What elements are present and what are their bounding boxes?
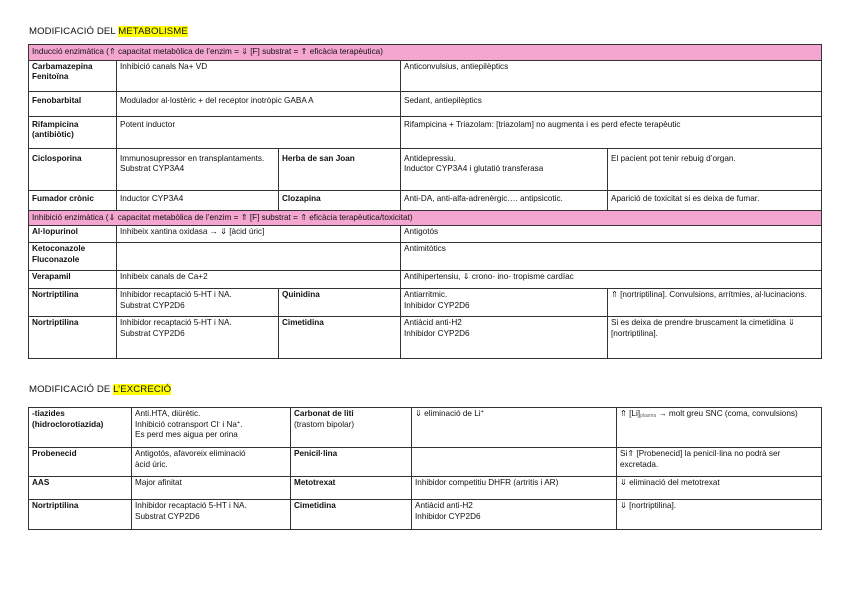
- effect-line: Antiàcid anti-H2: [404, 318, 462, 327]
- effect-line: Inhibidor CYP2D6: [404, 328, 470, 338]
- mechanism: Major afinitat: [132, 477, 291, 500]
- drug-name: Ketoconazole Fluconazole: [29, 243, 117, 271]
- excretion-heading-prefix: MODIFICACIÓ DE: [29, 384, 114, 395]
- mechanism-line: Anti.HTA, diürètic.: [135, 409, 201, 418]
- effect-line: Antiàcid anti-H2: [415, 501, 473, 510]
- table-row: [29, 477, 822, 500]
- drug-name: Ciclosporina: [29, 148, 117, 190]
- effect-line: Antidepressiu.: [404, 153, 456, 163]
- mechanism: [117, 317, 279, 359]
- interacting-drug: Metotrexat: [291, 477, 412, 500]
- metabolism-heading-highlight: METABOLISME: [118, 26, 188, 37]
- mechanism: Inhibeix canals de Ca+2: [117, 271, 401, 289]
- inhibition-header-row: [29, 210, 822, 226]
- interacting-drug-context: (trastorn bipolar): [294, 419, 355, 429]
- mechanism: [117, 148, 279, 190]
- table-row: [29, 317, 822, 359]
- interacting-drug-name: Carbonat de liti: [294, 409, 354, 418]
- mechanism-line: Substrat CYP2D6: [120, 328, 185, 338]
- mechanism-line: Es perd mes aigua per orina: [135, 430, 238, 439]
- interacting-drug: Cimetidina: [291, 500, 412, 530]
- table-row: [29, 60, 822, 91]
- effect: [401, 289, 608, 317]
- mechanism-line: Substrat CYP2D6: [135, 511, 200, 521]
- mechanism: Inductor CYP3A4: [117, 190, 279, 210]
- mechanism-line: Substrat CYP2D6: [120, 300, 185, 310]
- drug-name: Carbamazepina Fenitoïna: [29, 60, 117, 91]
- drug-name: Fenobarbital: [29, 91, 117, 116]
- induction-header: Inducció enzimàtica (⇑ capacitat metabòlica de l’enzim = ⇓ [F] substrat = ⇑ eficàcia terapèutica): [29, 45, 822, 61]
- effect: [412, 500, 617, 530]
- clinical-note: ⇑ [nortriptilina]. Convulsions, arrítmies, al·lucinacions.: [608, 289, 822, 317]
- clinical-note: El pacient pot tenir rebuig d’organ.: [608, 148, 822, 190]
- interacting-drug: Quinidina: [279, 289, 401, 317]
- drug-name: Nortriptilina: [29, 289, 117, 317]
- effect-line: Inhibidor CYP2D6: [415, 511, 481, 521]
- mechanism-line: àcid úric.: [135, 459, 168, 469]
- drug-name: Verapamil: [29, 271, 117, 289]
- clinical-note: Aparició de toxicitat si es deixa de fumar.: [608, 190, 822, 210]
- mechanism-line: Antigotós, afavoreix eliminació: [135, 449, 246, 458]
- clinical-note: ⇑ $[Li]_{plasma}$ → molt greu SNC (coma, convulsions): [617, 408, 822, 448]
- table-row: [29, 289, 822, 317]
- table-row: [29, 91, 822, 116]
- metabolism-table: [28, 44, 822, 359]
- mechanism: Potent inductor: [117, 116, 401, 148]
- drug-name: AAS: [29, 477, 132, 500]
- clinical-note: Si⇑ [Probenecid] la penicil·lina no podrà ser excretada.: [617, 448, 822, 477]
- effect: ⇓ eliminació de Li+: [412, 408, 617, 448]
- mechanism: [132, 408, 291, 448]
- effect: Antimitòtics: [401, 243, 822, 271]
- table-row: [29, 226, 822, 243]
- effect: Anti-DA, anti-alfa-adrenèrgic…. antipsicotic.: [401, 190, 608, 210]
- drug-name: Nortriptilina: [29, 317, 117, 359]
- drug-name: Al·lopurinol: [29, 226, 117, 243]
- clinical-note: Si es deixa de prendre bruscament la cimetidina ⇓ [nortriptilina].: [608, 317, 822, 359]
- table-row: [29, 243, 822, 271]
- table-row: [29, 448, 822, 477]
- table-row: [29, 190, 822, 210]
- table-row: [29, 116, 822, 148]
- excretion-heading: [29, 384, 171, 395]
- mechanism: [132, 448, 291, 477]
- table-row: [29, 271, 822, 289]
- effect: Rifampicina + Triazolam: [triazolam] no augmenta i es perd efecte terapèutic: [401, 116, 822, 148]
- interacting-drug: Herba de san Joan: [279, 148, 401, 190]
- interacting-drug: Cimetidina: [279, 317, 401, 359]
- mechanism-line: Substrat CYP3A4: [120, 164, 185, 173]
- mechanism: [117, 289, 279, 317]
- interacting-drug: [291, 408, 412, 448]
- mechanism-line: Immunosupressor en transplantaments.: [120, 153, 265, 163]
- effect: Antihipertensiu, ⇓ crono- ino- tropisme cardíac: [401, 271, 822, 289]
- effect: [401, 317, 608, 359]
- effect-line: Inductor CYP3A4 i glutatió transferasa: [404, 164, 544, 173]
- mechanism: [132, 500, 291, 530]
- excretion-table: [28, 407, 822, 530]
- table-row: [29, 500, 822, 530]
- effect: Inhibidor competitiu DHFR (artritis i AR): [412, 477, 617, 500]
- mechanism-line: Inhibidor recaptació 5-HT i NA.: [135, 501, 247, 510]
- effect-line: Inhibidor CYP2D6: [404, 300, 470, 310]
- effect: Anticonvulsius, antiepilèptics: [401, 60, 822, 91]
- induction-header-row: [29, 45, 822, 61]
- effect-line: Antiarritmic.: [404, 290, 448, 299]
- drug-name: -tiazides (hidroclorotiazida): [29, 408, 132, 448]
- mechanism: [117, 243, 401, 271]
- effect: [401, 148, 608, 190]
- drug-name: Rifampicina (antibiòtic): [29, 116, 117, 148]
- interacting-drug: Penicil·lina: [291, 448, 412, 477]
- mechanism-line: Inhibidor recaptació 5-HT i NA.: [120, 290, 232, 299]
- mechanism: Inhibició canals Na+ VD: [117, 60, 401, 91]
- table-row: [29, 148, 822, 190]
- drug-name: Nortriptilina: [29, 500, 132, 530]
- mechanism: Modulador al·lostèric + del receptor inotròpic GABA A: [117, 91, 401, 116]
- effect: Sedant, antiepilèptics: [401, 91, 822, 116]
- inhibition-header: Inhibició enzimàtica (⇓ capacitat metabòlica de l’enzim = ⇑ [F] substrat = ⇑ eficàcia terapèutica/toxicitat): [29, 210, 822, 226]
- mechanism: Inhibeix xantina oxidasa → ⇓ [àcid úric]: [117, 226, 401, 243]
- mechanism-line: Inhibidor recaptació 5-HT i NA.: [120, 318, 232, 327]
- excretion-heading-highlight: L’EXCRECIÓ: [113, 384, 172, 395]
- clinical-note: ⇓ [nortriptilina].: [617, 500, 822, 530]
- clinical-note: ⇓ eliminació del metotrexat: [617, 477, 822, 500]
- drug-name: Fumador crònic: [29, 190, 117, 210]
- table-row: [29, 408, 822, 448]
- effect: [412, 448, 617, 477]
- interacting-drug: Clozapina: [279, 190, 401, 210]
- effect: Antigotós: [401, 226, 822, 243]
- drug-name: Probenecid: [29, 448, 132, 477]
- metabolism-heading-prefix: MODIFICACIÓ DEL: [29, 26, 119, 37]
- metabolism-heading: [29, 26, 188, 37]
- mechanism-line: Inhibició cotransport Cl- i Na+.: [135, 419, 243, 429]
